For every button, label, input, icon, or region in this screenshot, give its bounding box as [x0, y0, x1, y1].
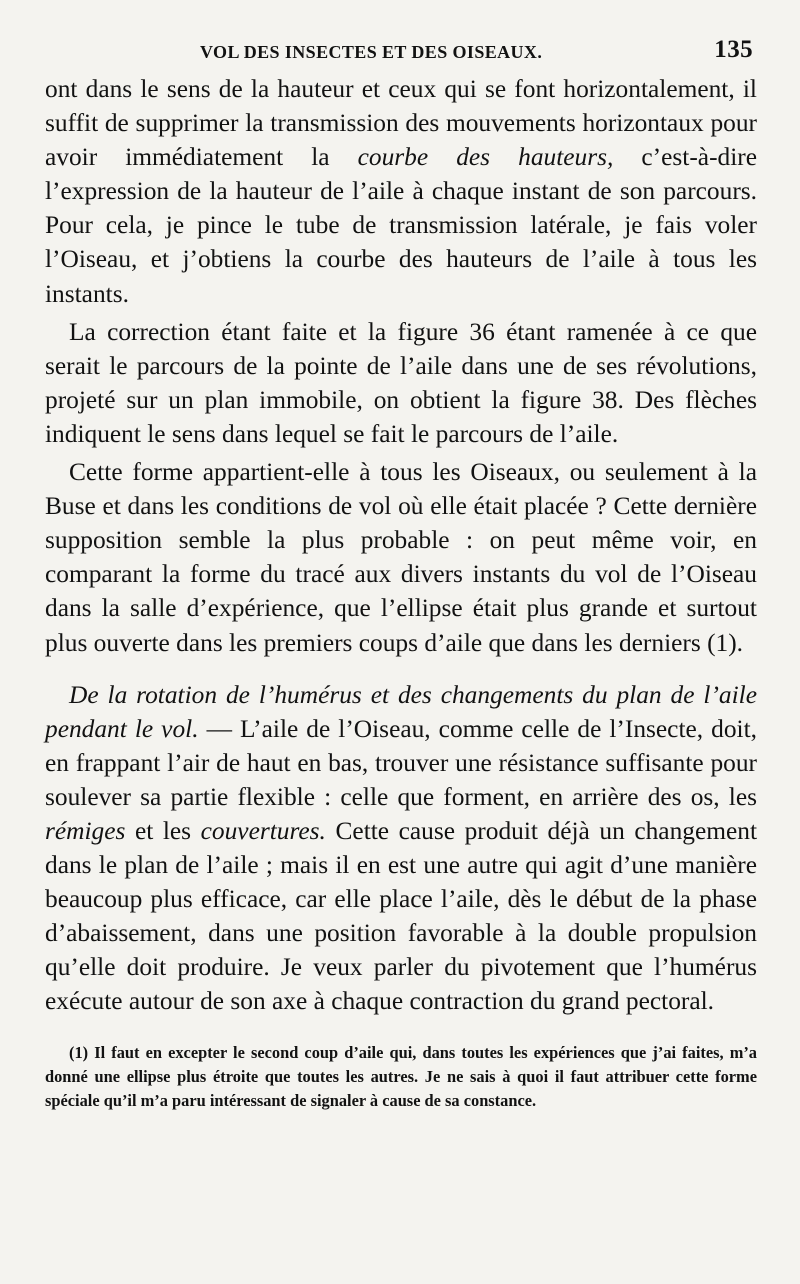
book-page [45, 36, 757, 1113]
paragraph-text: Cette forme appartient-elle à tous les Oiseaux, ou seulement à la Buse et dans les conditions de vol où elle était placée ? Cette dernière supposition semble la plus probable : on peut même voir, en comparant la forme du tracé aux divers instants du vol de l’Oiseau dans la salle d’expérience, que l’ellipse était plus grande et surtout plus ouverte dans les premiers coups d’aile que dans les derniers (1). [45, 458, 757, 657]
italic-term-couvertures: couvertures. [200, 816, 326, 845]
italic-term-courbe-des-hauteurs: courbe des hauteurs, [357, 143, 614, 172]
page-number: 135 [714, 36, 753, 63]
paragraph-continuation [45, 72, 757, 311]
running-head [45, 36, 757, 72]
body-text [45, 72, 757, 1019]
paragraph-text: c’est-à-dire l’expression de la hauteur de l’aile à chaque instant de son parcours. Pour cela, je pince le tube de transmission latérale, je fais voler l’Oiseau, et j’obtiens la courbe des hauteurs de l’aile à tous les instants. [45, 143, 757, 308]
paragraph-text: La correction étant faite et la figure 36 étant ramenée à ce que serait le parcours de la pointe de l’aile dans une de ses révolutions, projeté sur un plan immobile, on obtient la figure 38. Des flèches indiquent le sens dans lequel se fait le parcours de l’aile. [45, 317, 757, 448]
paragraph-text: et les [125, 816, 201, 845]
paragraph-forme [45, 455, 757, 660]
paragraph-rotation-humerus [45, 678, 757, 1019]
paragraph-correction [45, 315, 757, 451]
paragraph-text: ont dans le sens de la hauteur et ceux qui se font horizontalement, il suffit de supprimer la transmission des mouvements horizontaux pour avoir immédiatement la [45, 75, 757, 172]
footnote [45, 1041, 757, 1113]
running-title: VOL DES INSECTES ET DES OISEAUX. [200, 42, 543, 62]
italic-term-remiges: rémiges [45, 816, 126, 845]
paragraph-text: — L’aile de l’Oiseau, comme celle de l’Insecte, doit, en frappant l’air de haut en bas, trouver une résistance suffisante pour soulever sa partie flexible : celle que forment, en arrière des os, les [45, 714, 757, 811]
section-heading-title: De la rotation de l’humérus et des changements du plan de l’aile pendant le vol. [45, 680, 757, 743]
paragraph-text: Cette cause produit déjà un changement dans le plan de l’aile ; mais il en est une autre qui agit d’une manière beaucoup plus efficace, car elle place l’aile, dès le début de la phase d’abaissement, dans une position favorable à la double propulsion qu’elle doit produire. Je veux parler du pivotement que l’humérus exécute autour de son axe à chaque contraction du grand pectoral. [45, 816, 757, 1016]
footnote-text: (1) Il faut en excepter le second coup d’aile qui, dans toutes les expériences que j’ai faites, m’a donné une ellipse plus étroite que toutes les autres. Je ne sais à quoi il faut attribuer cette forme spéciale qu’il m’a paru intéressant de signaler à cause de sa constance. [45, 1042, 757, 1110]
